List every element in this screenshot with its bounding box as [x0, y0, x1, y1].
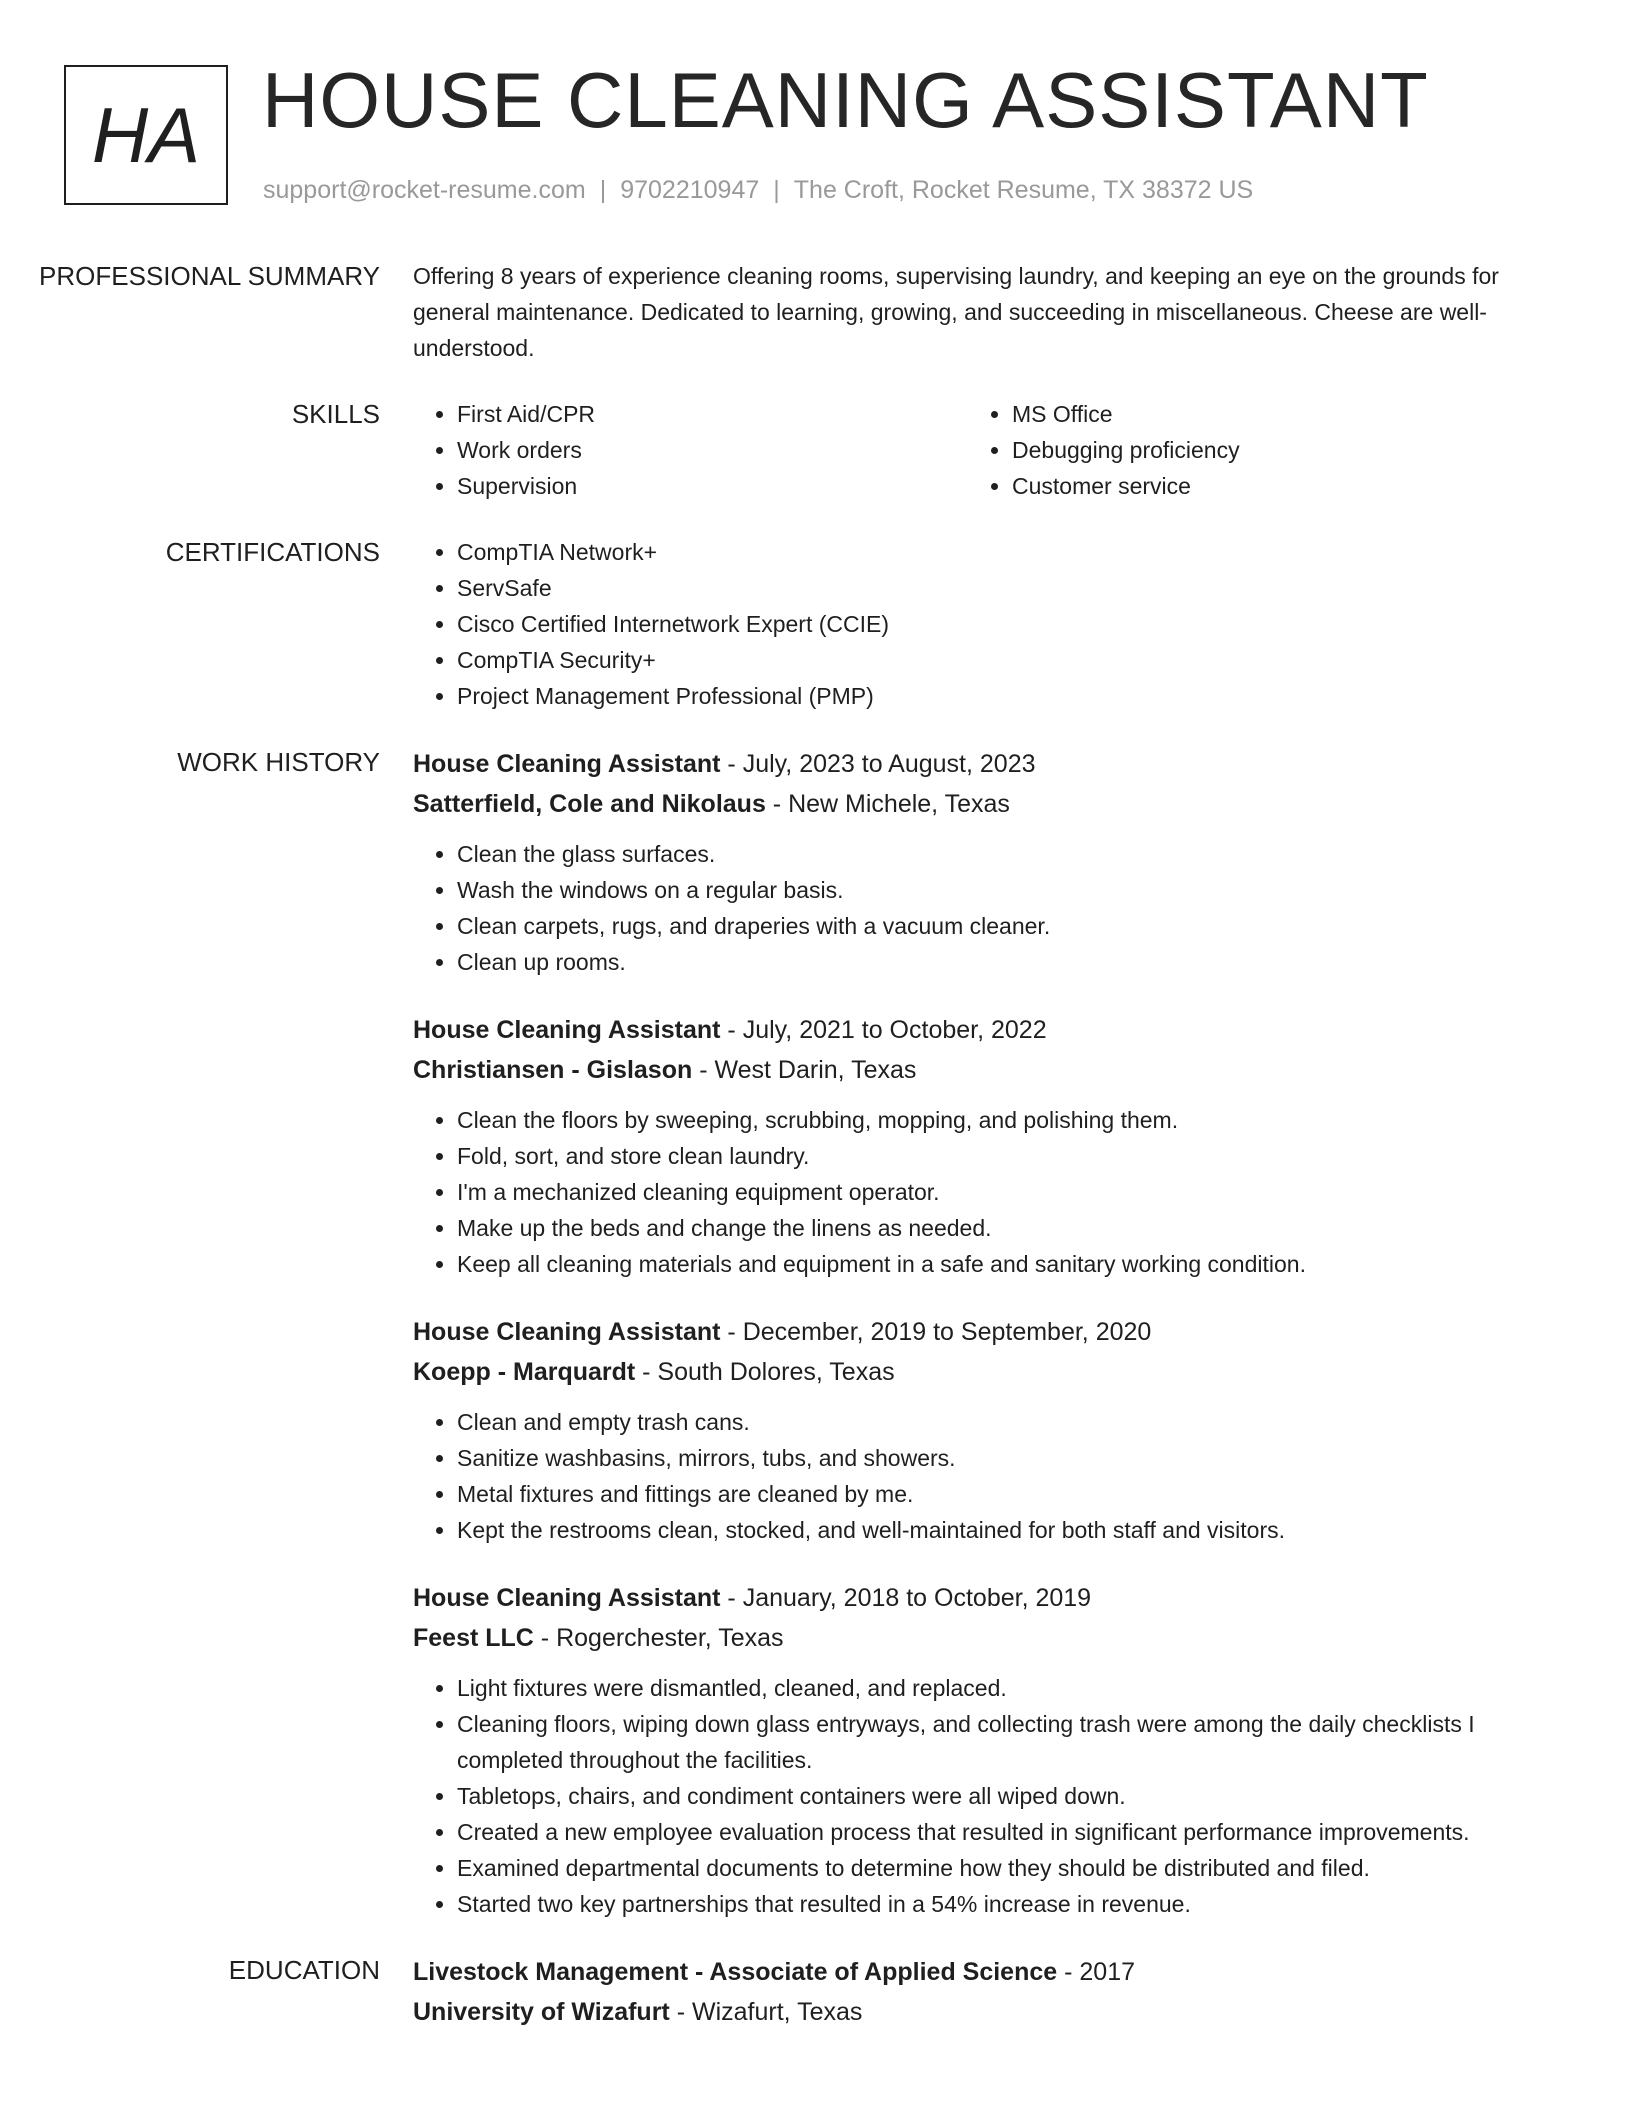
- job-duty: • Examined departmental documents to determine how they should be distributed and filed.: [457, 1850, 1523, 1886]
- monogram-badge: [64, 65, 228, 205]
- certification-item: • Cisco Certified Internetwork Expert (CCIE): [457, 606, 1523, 642]
- job-duty: • Clean carpets, rugs, and draperies with a vacuum cleaner.: [457, 908, 1523, 944]
- job-duty: • Light fixtures were dismantled, cleaned, and replaced.: [457, 1670, 1523, 1706]
- job-duties: [413, 1670, 1523, 1922]
- summary-section: [0, 258, 1632, 366]
- contact-address: The Croft, Rocket Resume, TX 38372 US: [793, 176, 1254, 204]
- job-employer: [413, 1352, 1523, 1392]
- job-dates: - January, 2018 to October, 2019: [720, 1584, 1092, 1612]
- job-role: House Cleaning Assistant: [413, 1584, 721, 1612]
- education-year: - 2017: [1057, 1958, 1136, 1986]
- section-body: [413, 1952, 1523, 2032]
- job-role: House Cleaning Assistant: [413, 1318, 721, 1346]
- section-title: PROFESSIONAL SUMMARY: [39, 261, 380, 291]
- certification-item: • CompTIA Network+: [457, 534, 1523, 570]
- summary-text: Offering 8 years of experience cleaning rooms, supervising laundry, and keeping an eye on the grounds for general maintenance. Dedicated to learning, growing, and succeeding in miscellaneous. Cheese are well-understood.: [413, 263, 1499, 361]
- job-entry: [413, 1010, 1523, 1282]
- job-role: House Cleaning Assistant: [413, 1016, 721, 1044]
- job-duty: • Clean and empty trash cans.: [457, 1404, 1523, 1440]
- contact-line: [263, 176, 1253, 205]
- contact-phone[interactable]: 9702210947: [620, 176, 760, 204]
- education-degree-line: [413, 1952, 1523, 1992]
- job-employer: [413, 1618, 1523, 1658]
- skills-section: [0, 396, 1632, 504]
- education-section: [0, 1952, 1632, 2032]
- job-duty: • Keep all cleaning materials and equipment in a safe and sanitary working condition.: [457, 1246, 1523, 1282]
- job-duty: • Tabletops, chairs, and condiment containers were all wiped down.: [457, 1778, 1523, 1814]
- skills-column-left: [413, 396, 968, 504]
- job-duties: [413, 836, 1523, 980]
- section-title: CERTIFICATIONS: [165, 537, 380, 567]
- job-location: - South Dolores, Texas: [635, 1358, 895, 1386]
- contact-separator: |: [773, 176, 780, 204]
- job-dates: - July, 2023 to August, 2023: [720, 750, 1036, 778]
- job-duty: • Created a new employee evaluation process that resulted in significant performance improvements.: [457, 1814, 1523, 1850]
- job-heading: [413, 1010, 1523, 1050]
- job-duty: • Fold, sort, and store clean laundry.: [457, 1138, 1523, 1174]
- job-duty: • Clean up rooms.: [457, 944, 1523, 980]
- resume-name: HOUSE CLEANING ASSISTANT: [262, 56, 1429, 144]
- job-company: Satterfield, Cole and Nikolaus: [413, 790, 766, 818]
- job-company: Christiansen - Gislason: [413, 1056, 693, 1084]
- section-body: [413, 258, 1523, 366]
- section-title: SKILLS: [291, 399, 380, 429]
- job-heading: [413, 744, 1523, 784]
- job-role: House Cleaning Assistant: [413, 750, 721, 778]
- job-duties: [413, 1404, 1523, 1548]
- job-heading: [413, 1578, 1523, 1618]
- skill-item: • Debugging proficiency: [1012, 432, 1523, 468]
- job-duty: • Metal fixtures and fittings are cleaned by me.: [457, 1476, 1523, 1512]
- initials: HA: [91, 90, 201, 179]
- job-duty: • Started two key partnerships that resulted in a 54% increase in revenue.: [457, 1886, 1523, 1922]
- job-duty: • Kept the restrooms clean, stocked, and well-maintained for both staff and visitors.: [457, 1512, 1523, 1548]
- education-school-line: [413, 1992, 1523, 2032]
- job-duty: • Wash the windows on a regular basis.: [457, 872, 1523, 908]
- section-title: EDUCATION: [228, 1955, 380, 1985]
- job-duty: • Sanitize washbasins, mirrors, tubs, and showers.: [457, 1440, 1523, 1476]
- skill-item: • Customer service: [1012, 468, 1523, 504]
- job-duty: • Clean the floors by sweeping, scrubbing, mopping, and polishing them.: [457, 1102, 1523, 1138]
- education-degree: Livestock Management - Associate of Applied Science: [413, 1958, 1058, 1986]
- job-duty: • Cleaning floors, wiping down glass entryways, and collecting trash were among the daily checklists I completed throughout the facilities.: [457, 1706, 1523, 1778]
- certification-item: • CompTIA Security+: [457, 642, 1523, 678]
- skill-item: • First Aid/CPR: [457, 396, 968, 432]
- job-employer: [413, 1050, 1523, 1090]
- section-body: [413, 744, 1523, 1922]
- job-dates: - December, 2019 to September, 2020: [720, 1318, 1152, 1346]
- section-body: [413, 534, 1523, 714]
- job-heading: [413, 1312, 1523, 1352]
- skill-item: • Supervision: [457, 468, 968, 504]
- contact-separator: |: [599, 176, 607, 204]
- skills-column-right: [968, 396, 1523, 504]
- education-location: - Wizafurt, Texas: [669, 1998, 863, 2026]
- certifications-section: [0, 534, 1632, 714]
- job-duty: • Make up the beds and change the linens as needed.: [457, 1210, 1523, 1246]
- skill-item: • MS Office: [1012, 396, 1523, 432]
- skills-grid: [413, 396, 1523, 504]
- job-location: - Rogerchester, Texas: [533, 1624, 784, 1652]
- job-entry: [413, 744, 1523, 980]
- section-title: WORK HISTORY: [177, 747, 380, 777]
- job-location: - West Darin, Texas: [692, 1056, 917, 1084]
- education-school: University of Wizafurt: [413, 1998, 670, 2026]
- job-employer: [413, 784, 1523, 824]
- work-history-section: [0, 744, 1632, 1922]
- job-duty: • Clean the glass surfaces.: [457, 836, 1523, 872]
- job-dates: - July, 2021 to October, 2022: [720, 1016, 1047, 1044]
- job-duties: [413, 1102, 1523, 1282]
- job-entry: [413, 1578, 1523, 1922]
- certification-item: • ServSafe: [457, 570, 1523, 606]
- contact-email[interactable]: support@rocket-resume.com: [263, 176, 586, 204]
- certifications-list: [413, 534, 1523, 714]
- certification-item: • Project Management Professional (PMP): [457, 678, 1523, 714]
- job-duty: • I'm a mechanized cleaning equipment operator.: [457, 1174, 1523, 1210]
- skill-item: • Work orders: [457, 432, 968, 468]
- job-company: Koepp - Marquardt: [413, 1358, 636, 1386]
- job-entry: [413, 1312, 1523, 1548]
- resume-body: [0, 258, 1632, 2062]
- job-company: Feest LLC: [413, 1624, 534, 1652]
- job-location: - New Michele, Texas: [765, 790, 1010, 818]
